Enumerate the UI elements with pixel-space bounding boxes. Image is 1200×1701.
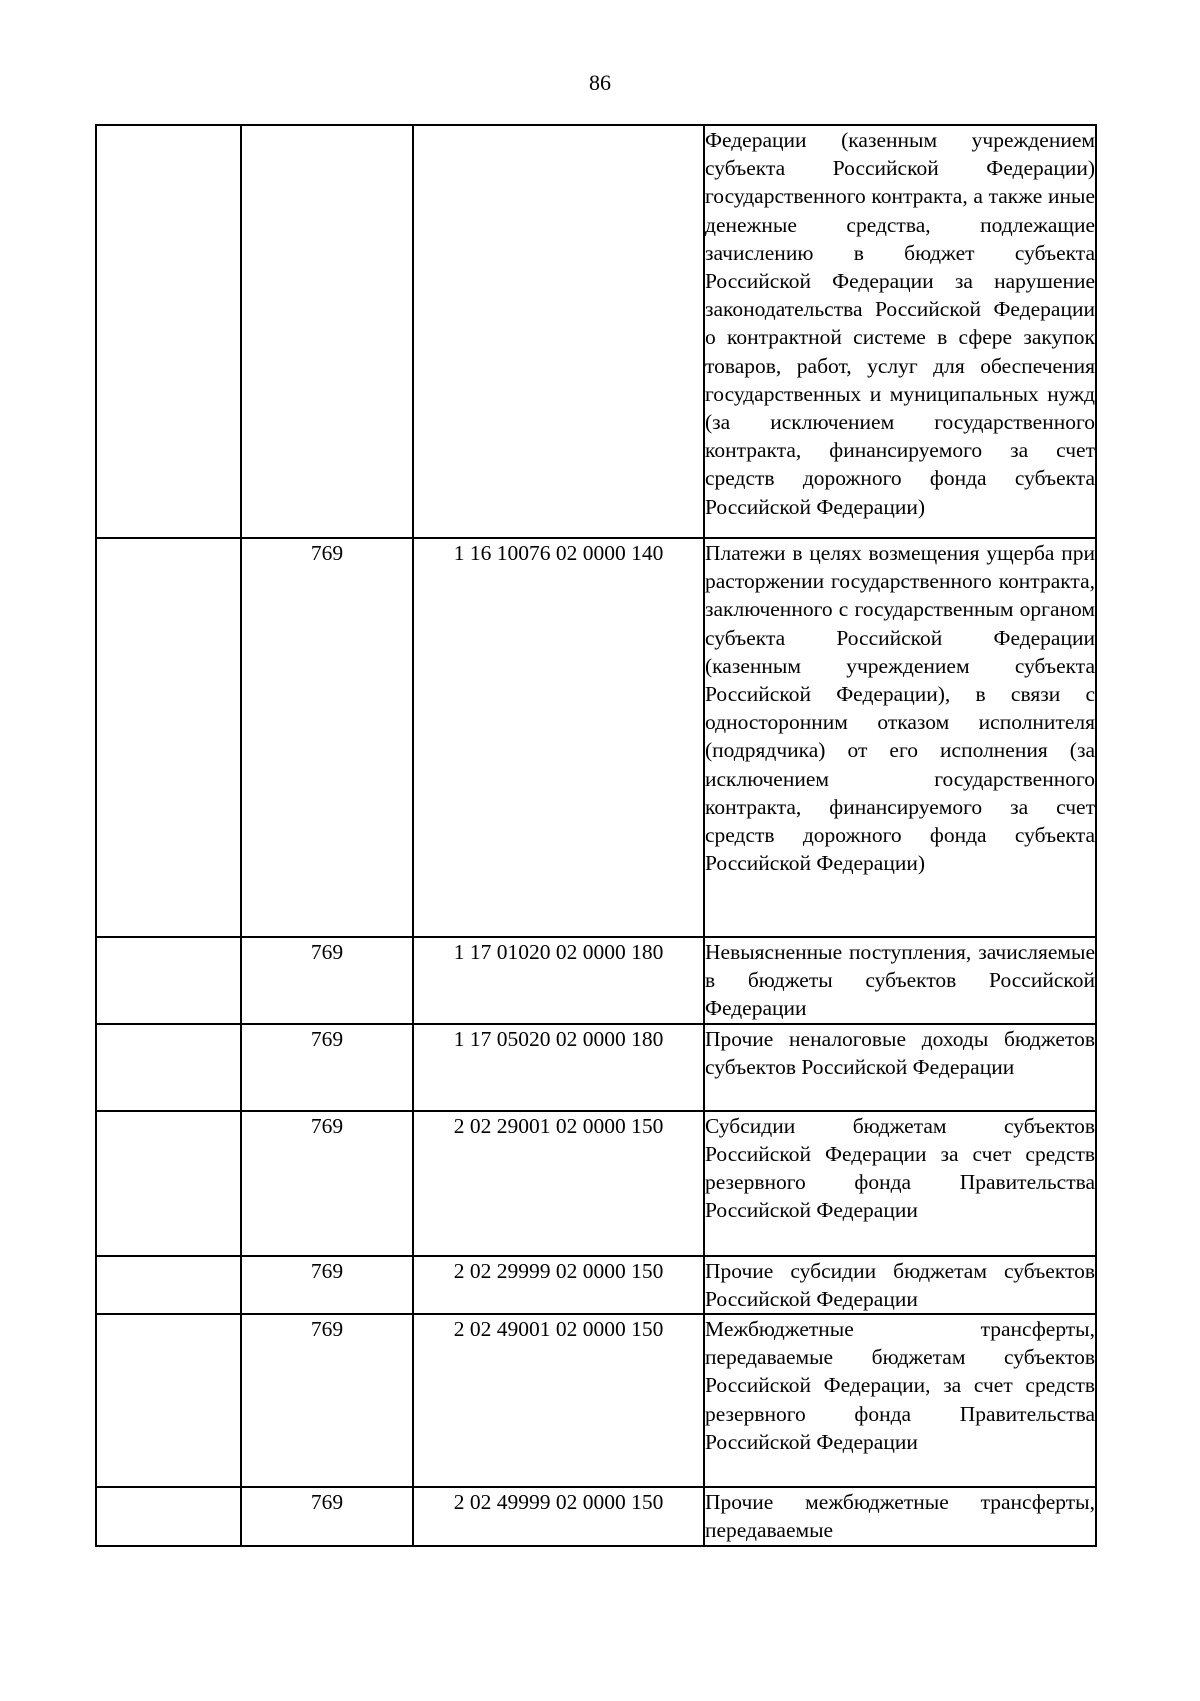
description-cell: Невыясненные поступления, зачисляемые в бюджеты субъектов Российской Федерации: [704, 937, 1096, 1024]
kbk-code-cell: 1 17 01020 02 0000 180: [413, 937, 704, 1024]
kbk-code-cell: 2 02 29999 02 0000 150: [413, 1256, 704, 1314]
kbk-code-cell: 1 17 05020 02 0000 180: [413, 1024, 704, 1111]
kbk-code-cell: 2 02 29001 02 0000 150: [413, 1111, 704, 1256]
row-blank-cell: [96, 538, 241, 937]
admin-code-cell: 769: [241, 538, 413, 937]
table-row: [96, 1487, 1096, 1546]
row-blank-cell: [96, 1256, 241, 1314]
revenue-codes-table: [95, 124, 1097, 1547]
row-blank-cell: [96, 937, 241, 1024]
admin-code-cell: 769: [241, 1256, 413, 1314]
page-number: 86: [589, 70, 611, 95]
kbk-code-cell: 1 16 10076 02 0000 140: [413, 538, 704, 937]
row-blank-cell: [96, 1024, 241, 1111]
kbk-code-cell: [413, 125, 704, 538]
admin-code-cell: 769: [241, 1487, 413, 1546]
admin-code-cell: 769: [241, 937, 413, 1024]
table-row: [96, 937, 1096, 1024]
kbk-code-cell: 2 02 49999 02 0000 150: [413, 1487, 704, 1546]
table-row: [96, 1024, 1096, 1111]
kbk-code-cell: 2 02 49001 02 0000 150: [413, 1314, 704, 1487]
admin-code-cell: 769: [241, 1111, 413, 1256]
row-blank-cell: [96, 1487, 241, 1546]
description-cell: Платежи в целях возмещения ущерба при расторжении государственного контракта, заключенного с государственным органом субъекта Российской Федерации (казенным учреждением субъекта Российской Федерации), в связи с односторонним отказом исполнителя (подрядчика) от его исполнения (за исключением государственного контракта, финансируемого за счет средств дорожного фонда субъекта Российской Федерации): [704, 538, 1096, 937]
description-cell: Прочие субсидии бюджетам субъектов Российской Федерации: [704, 1256, 1096, 1314]
table-row: [96, 1314, 1096, 1487]
table-row: [96, 1111, 1096, 1256]
description-cell: Субсидии бюджетам субъектов Российской Федерации за счет средств резервного фонда Правительства Российской Федерации: [704, 1111, 1096, 1256]
admin-code-cell: 769: [241, 1024, 413, 1111]
table-row: [96, 125, 1096, 538]
description-cell: Прочие неналоговые доходы бюджетов субъектов Российской Федерации: [704, 1024, 1096, 1111]
row-blank-cell: [96, 1111, 241, 1256]
description-cell: Федерации (казенным учреждением субъекта Российской Федерации) государственного контракта, а также иные денежные средства, подлежащие зачислению в бюджет субъекта Российской Федерации за нарушение законодательства Российской Федерации о контрактной системе в сфере закупок товаров, работ, услуг для обеспечения государственных и муниципальных нужд (за исключением государственного контракта, финансируемого за счет средств дорожного фонда субъекта Российской Федерации): [704, 125, 1096, 538]
admin-code-cell: 769: [241, 1314, 413, 1487]
table-row: [96, 538, 1096, 937]
row-blank-cell: [96, 1314, 241, 1487]
description-cell: Прочие межбюджетные трансферты, передаваемые: [704, 1487, 1096, 1546]
row-blank-cell: [96, 125, 241, 538]
admin-code-cell: [241, 125, 413, 538]
table-row: [96, 1256, 1096, 1314]
description-cell: Межбюджетные трансферты, передаваемые бюджетам субъектов Российской Федерации, за счет средств резервного фонда Правительства Российской Федерации: [704, 1314, 1096, 1487]
